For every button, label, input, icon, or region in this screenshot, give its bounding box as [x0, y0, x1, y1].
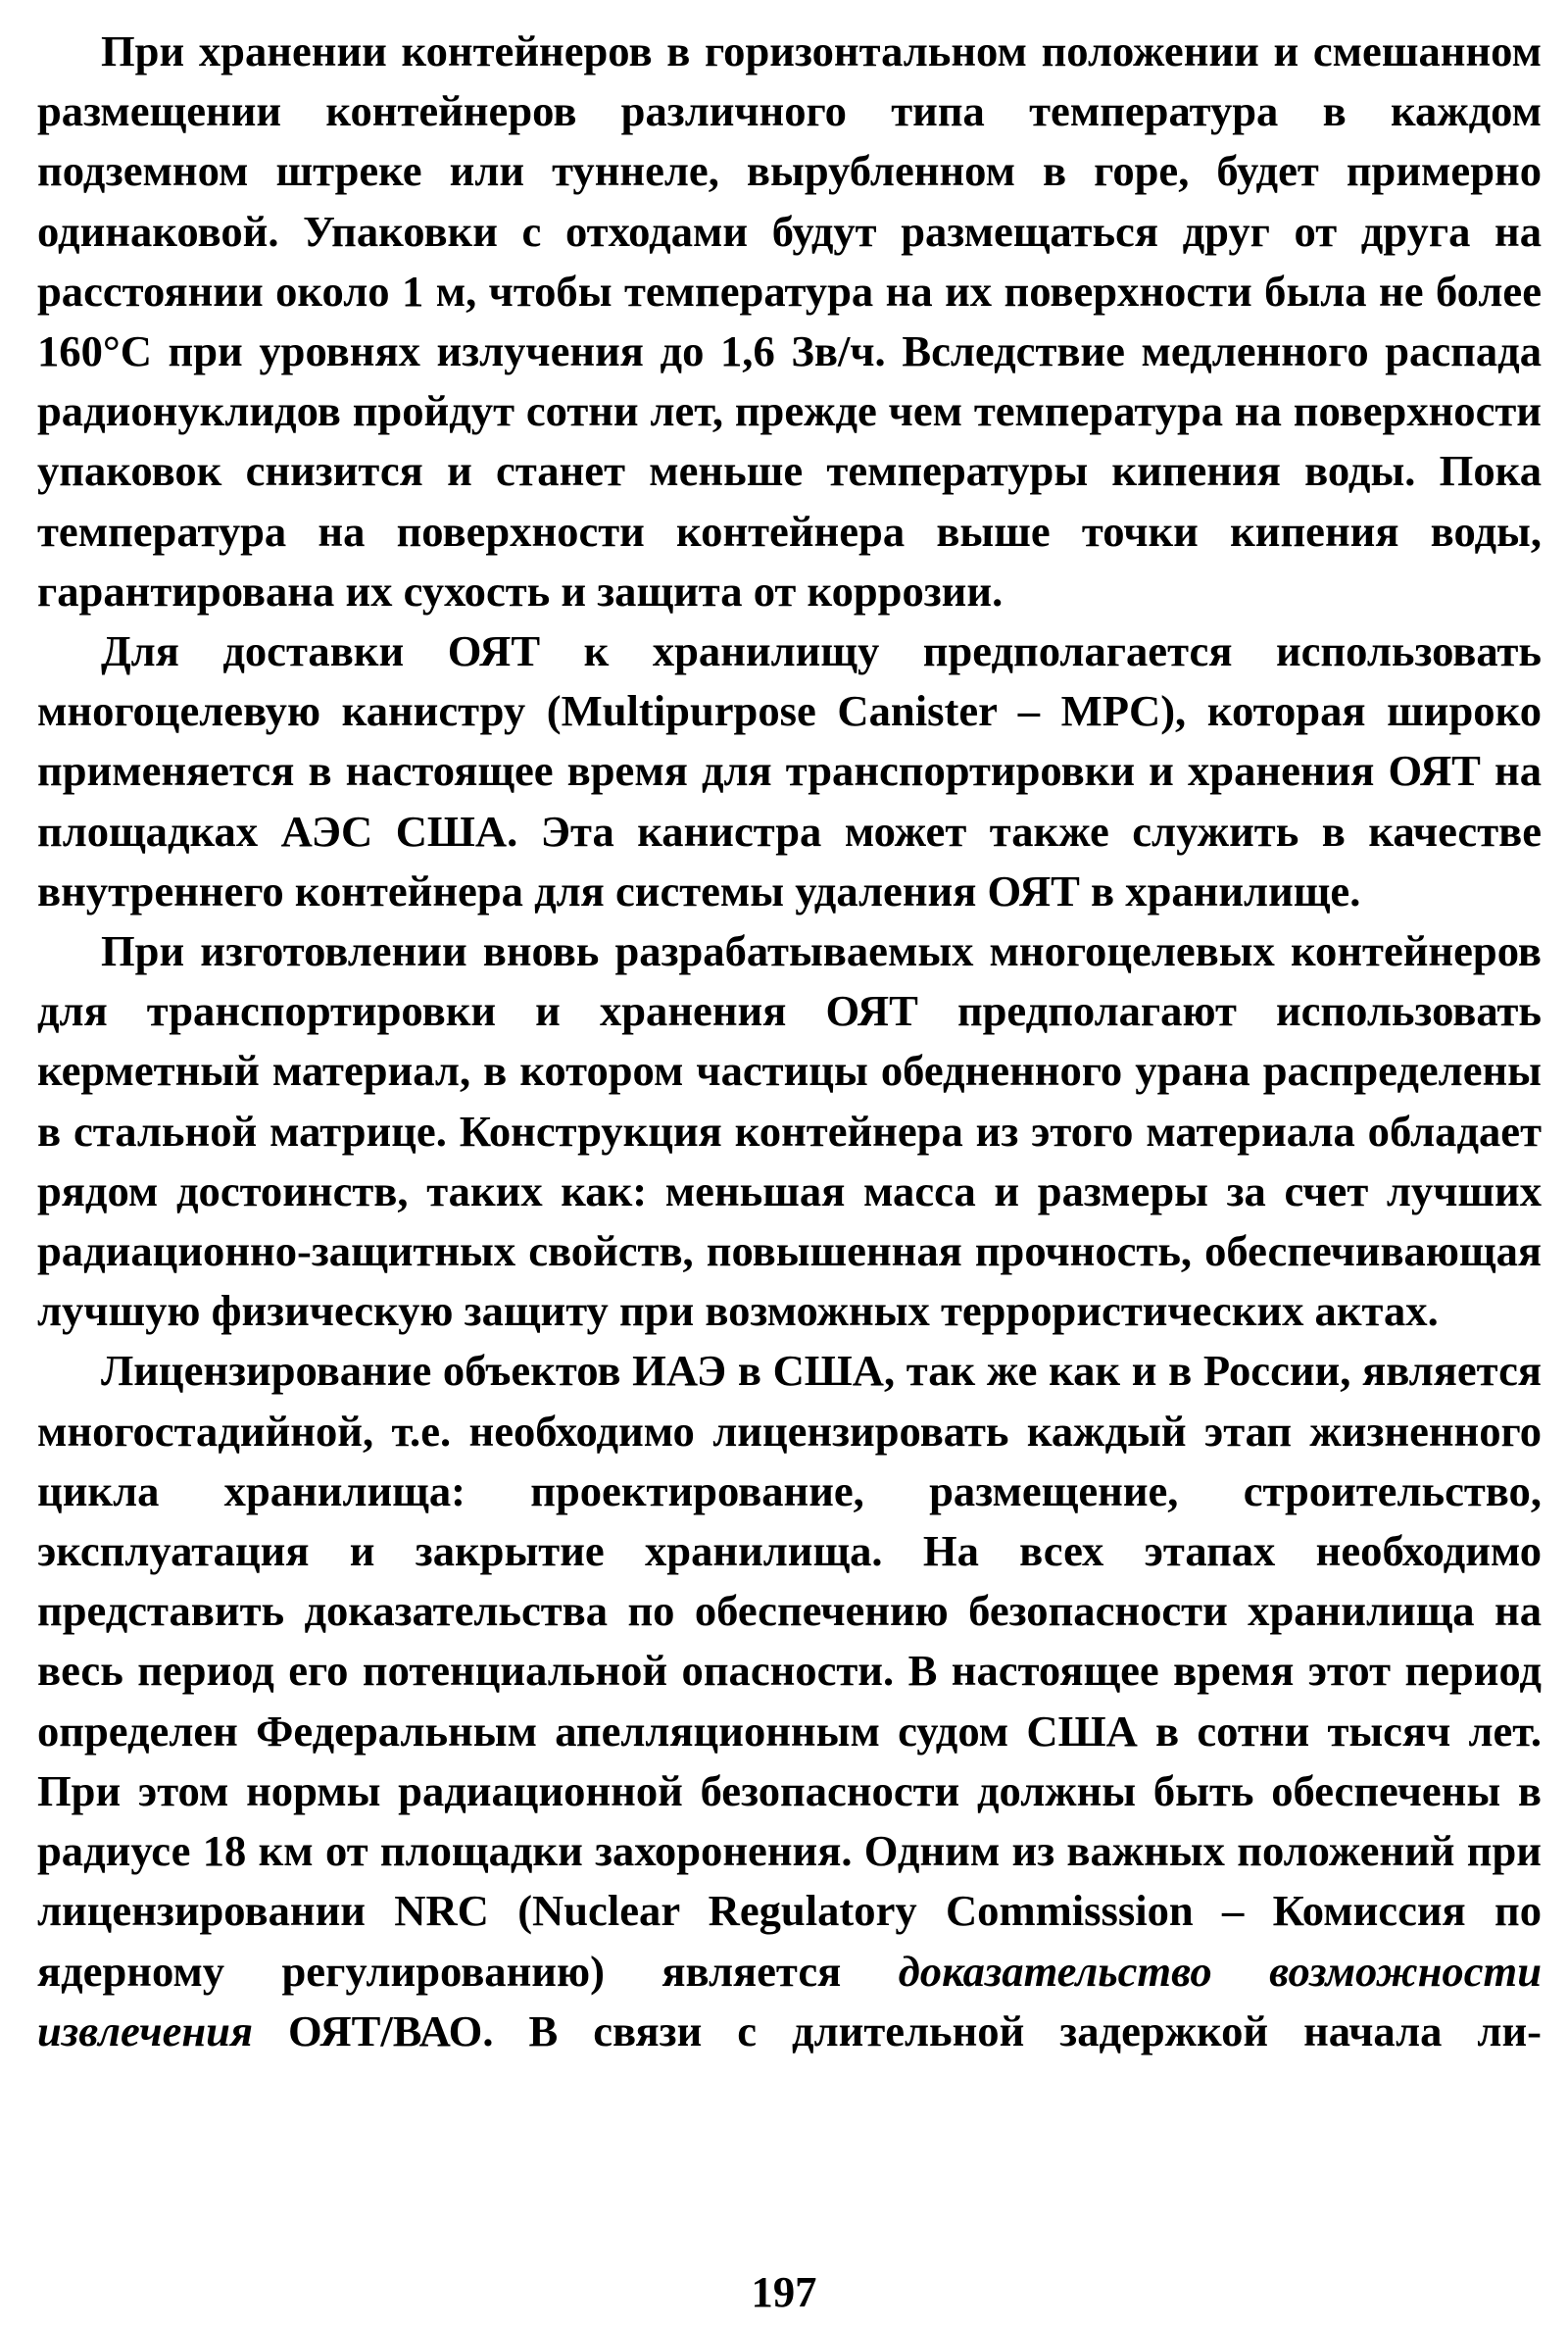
paragraph-4-text-after: ОЯТ/ВАО. В связи с длительной задержкой начала ли- [252, 2005, 1542, 2055]
page-number: 197 [751, 2267, 817, 2316]
paragraph-4-italic-phrase: доказательство возможности извлечения [37, 1946, 1542, 2055]
paragraph-2: Для доставки ОЯТ к хранилищу предполагается использовать многоцелевую канистру (Multipurpose Canister – MPC), которая широко применяется в настоящее время для транспортировки и хранения ОЯТ на площадках АЭС США. Эта канистра может также служить в качестве внутреннего контейнера для системы удаления ОЯТ в хранилище. [37, 626, 1542, 916]
paragraph-4-text-before: Лицензирование объектов ИАЭ в США, так же как и в России, является многостадийной, т.е. необходимо лицензировать каждый этап жизненного цикла хранилища: проектирование, размещение, строительство, эксплуатация и закрытие хранилища. На всех этапах необходимо представить доказательства по обеспечению безопасности хранилища на весь период его потенциальной опасности. В настоящее время этот период определен Федеральным апелляционным судом США в сотни тысяч лет. При этом нормы радиационной безопасности должны быть обеспечены в радиусе 18 км от площадки захоронения. Одним из важных положений при лицензировании NRC (Nuclear Regulatory Commisssion – Комиссия по ядерному регулированию) является [37, 1346, 1542, 1996]
document-page [37, 22, 1542, 2315]
paragraph-4 [37, 1341, 1542, 2060]
paragraph-3: При изготовлении вновь разрабатываемых многоцелевых контейнеров для транспортировки и хранения ОЯТ предполагают использовать керметный материал, в котором частицы обедненного урана распределены в стальной матрице. Конструкция контейнера из этого материала обладает рядом достоинств, таких как: меньшая масса и размеры за счет лучших радиационно-защитных свойств, повышенная прочность, обеспечивающая лучшую физическую защиту при возможных террористических актах. [37, 926, 1542, 1336]
paragraph-1: При хранении контейнеров в горизонтальном положении и смешанном размещении контейнеров различного типа температура в каждом подземном штреке или туннеле, вырубленном в горе, будет примерно одинаковой. Упаковки с отходами будут размещаться друг от друга на расстоянии около 1 м, чтобы температура на их поверхности была не более 160°С при уровнях излучения до 1,6 Зв/ч. Вследствие медленного распада радионуклидов пройдут сотни лет, прежде чем температура на поверхности упаковок снизится и станет меньше температуры кипения воды. Пока температура на поверхности контейнера выше точки кипения воды, гарантирована их сухость и защита от коррозии. [37, 26, 1542, 616]
